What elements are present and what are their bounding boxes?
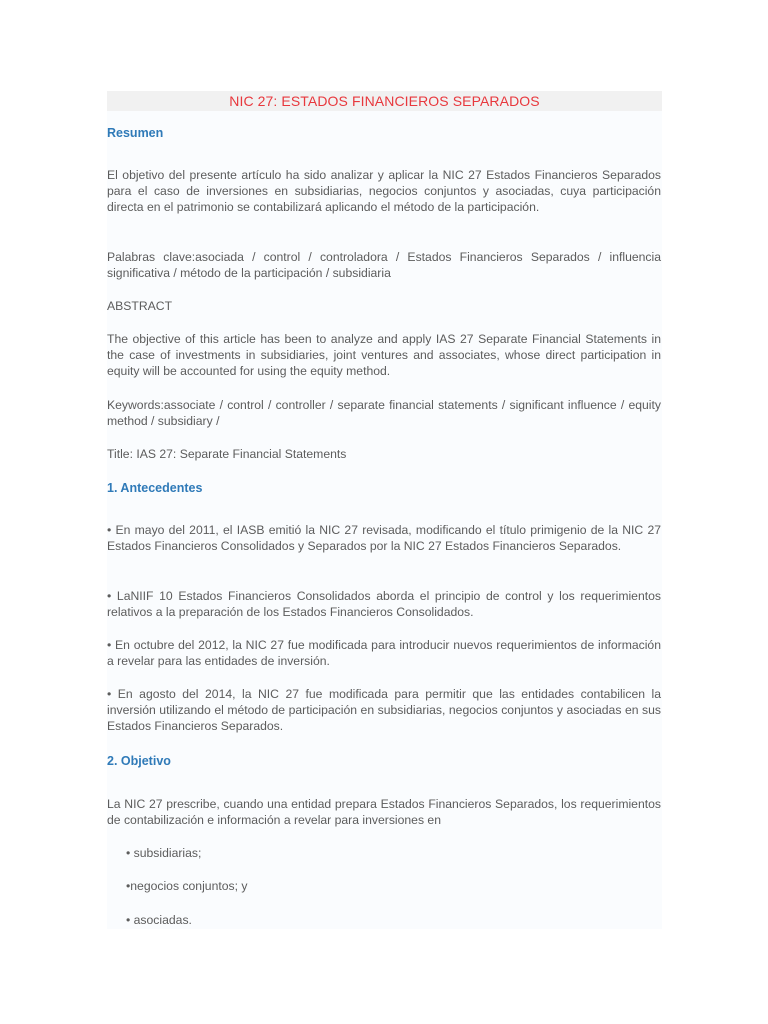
keywords-paragraph: Keywords:associate / control / controller / separate financial statements / significant influence / equity method / subsidiary / — [107, 398, 661, 429]
english-title-line: Title: IAS 27: Separate Financial Statements — [107, 447, 347, 461]
resumen-paragraph: El objetivo del presente artículo ha sido analizar y aplicar la NIC 27 Estados Financieros Separados para el caso de inversiones en subsidiarias, negocios conjuntos y asociadas, cuya participación directa en el patrimonio se contabilizará aplicando el método de la participación. — [107, 168, 661, 215]
abstract-paragraph: The objective of this article has been to analyze and apply IAS 27 Separate Financial Statements in the case of investments in subsidiaries, joint ventures and associates, whose direct participation in equity will be accounted for using the equity method. — [107, 332, 661, 379]
abstract-heading: ABSTRACT — [107, 299, 173, 313]
objetivo-list-item: •negocios conjuntos; y — [126, 879, 248, 893]
antecedentes-item: • LaNIIF 10 Estados Financieros Consolidados aborda el principio de control y los requerimientos relativos a la preparación de los Estados Financieros Consolidados. — [107, 589, 661, 620]
palabras-clave-paragraph: Palabras clave:asociada / control / controladora / Estados Financieros Separados / influencia significativa / método de la participación / subsidiaria — [107, 250, 661, 281]
objetivo-paragraph: La NIC 27 prescribe, cuando una entidad prepara Estados Financieros Separados, los requerimientos de contabilización e información a revelar para inversiones en — [107, 797, 661, 828]
document-title: NIC 27: ESTADOS FINANCIEROS SEPARADOS — [229, 93, 540, 109]
antecedentes-item: • En agosto del 2014, la NIC 27 fue modificada para permitir que las entidades contabilicen la inversión utilizando el método de participación en subsidiarias, negocios conjuntos y asociadas en sus Estados Financieros Separados. — [107, 687, 661, 734]
resumen-heading: Resumen — [107, 126, 164, 140]
antecedentes-item: • En mayo del 2011, el IASB emitió la NIC 27 revisada, modificando el título primigenio de la NIC 27 Estados Financieros Consolidados y Separados por la NIC 27 Estados Financieros Separados. — [107, 523, 661, 554]
objetivo-heading: 2. Objetivo — [107, 754, 171, 768]
antecedentes-heading: 1. Antecedentes — [107, 481, 203, 495]
objetivo-list-item: • asociadas. — [126, 913, 192, 927]
antecedentes-item: • En octubre del 2012, la NIC 27 fue modificada para introducir nuevos requerimientos de información a revelar para las entidades de inversión. — [107, 638, 661, 669]
objetivo-list-item: • subsidiarias; — [126, 846, 202, 860]
